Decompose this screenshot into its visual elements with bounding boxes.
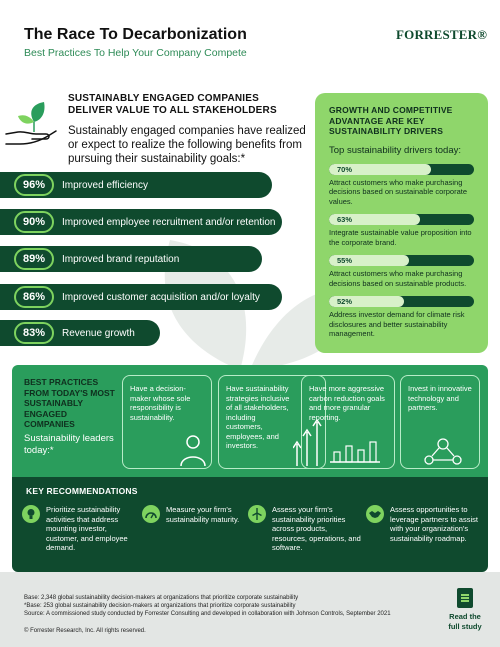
recommendation-text: Measure your firm's sustainability maturity. bbox=[166, 505, 240, 524]
drivers-heading-line3: SUSTAINABILITY DRIVERS bbox=[329, 126, 444, 136]
driver-percent: 70% bbox=[337, 164, 353, 174]
bar-chart-icon bbox=[330, 440, 380, 464]
drivers-heading bbox=[329, 105, 474, 137]
driver-text: Integrate sustainable value proposition into the corporate brand. bbox=[329, 228, 472, 247]
driver-percent: 63% bbox=[337, 215, 353, 224]
benefit-label: Improved brand reputation bbox=[62, 253, 180, 265]
gauge-icon bbox=[142, 505, 160, 523]
driver-text: Attract customers who make purchasing decisions based on sustainable corporate values. bbox=[329, 177, 468, 206]
read-label-line1: Read the bbox=[449, 612, 481, 621]
driver-item bbox=[329, 296, 474, 339]
benefit-percent: 96% bbox=[14, 174, 54, 196]
benefit-label: Improved employee recruitment and/or retention bbox=[62, 216, 276, 228]
benefit-bar bbox=[0, 320, 160, 346]
drivers-heading-line1: GROWTH AND COMPETITIVE bbox=[329, 105, 453, 115]
best-practice-text: Have sustainability strategies inclusive of all stakeholders, including customers, employees, and investors. bbox=[226, 384, 290, 450]
best-practice-text: Invest in innovative technology and partners. bbox=[408, 384, 472, 412]
recommendation-item bbox=[22, 505, 134, 567]
driver-text: Address investor demand for climate risk disclosures and better sustainability management. bbox=[329, 310, 465, 338]
recommendations-heading: KEY RECOMMENDATIONS bbox=[26, 486, 138, 496]
benefit-label: Improved efficiency bbox=[62, 179, 148, 191]
hand-with-leaves-icon bbox=[4, 98, 58, 148]
page-title: The Race To Decarbonization bbox=[24, 26, 247, 43]
recommendation-text: Assess your firm's sustainability priorities across products, resources, operations, and software. bbox=[272, 505, 361, 552]
left-intro: Sustainably engaged companies have realized or expect to realize the following benefits from pursuing their sustainability goals:* bbox=[68, 125, 306, 165]
driver-bar bbox=[329, 255, 474, 266]
best-practices-heading: BEST PRACTICES FROM TODAY'S MOST SUSTAINABLY ENGAGED COMPANIES bbox=[24, 377, 115, 429]
page-subtitle: Best Practices To Help Your Company Compete bbox=[24, 47, 247, 59]
footer-base-1: Base: 2,348 global sustainability decision-makers at organizations that prioritize corporate sustainability bbox=[24, 595, 299, 601]
driver-percent: 52% bbox=[337, 297, 353, 306]
read-full-study-link[interactable] bbox=[440, 588, 490, 631]
recommendation-text: Assess opportunities to leverage partners to assist with your organization's sustainability roadmap. bbox=[390, 505, 478, 543]
benefit-bar bbox=[0, 284, 282, 310]
footer-base-2: *Base: 253 global sustainability decision-makers at organizations that prioritize corporate sustainability bbox=[24, 603, 296, 609]
best-practice-text: Have a decision-maker whose sole responsibility is sustainability. bbox=[130, 384, 191, 422]
handshake-icon bbox=[366, 505, 384, 523]
wind-turbine-icon bbox=[248, 505, 266, 523]
driver-bar bbox=[329, 296, 474, 307]
driver-bar bbox=[329, 164, 474, 175]
read-label-line2: full study bbox=[448, 621, 482, 631]
driver-item bbox=[329, 255, 474, 288]
forrester-logo: FORRESTER® bbox=[396, 27, 488, 42]
benefit-bar bbox=[0, 246, 262, 272]
document-icon bbox=[457, 588, 473, 608]
benefit-label: Revenue growth bbox=[62, 327, 135, 339]
benefit-percent: 90% bbox=[14, 211, 54, 233]
benefit-bar bbox=[0, 172, 272, 198]
recommendations-section bbox=[12, 477, 488, 572]
driver-bar bbox=[329, 214, 474, 225]
benefit-bar bbox=[0, 209, 282, 235]
drivers-subheading: Top sustainability drivers today: bbox=[329, 144, 462, 156]
left-heading-line2: DELIVER VALUE TO ALL STAKEHOLDERS bbox=[68, 105, 277, 116]
benefit-percent: 86% bbox=[14, 286, 54, 308]
best-practice-card bbox=[400, 375, 480, 469]
benefit-label: Improved customer acquisition and/or loyalty bbox=[62, 291, 260, 303]
footer bbox=[0, 572, 500, 647]
recommendation-item bbox=[248, 505, 366, 567]
recommendation-item bbox=[366, 505, 482, 567]
recommendation-item bbox=[142, 505, 242, 567]
left-heading-line1: SUSTAINABLY ENGAGED COMPANIES bbox=[68, 93, 260, 104]
best-practices-section bbox=[12, 365, 488, 477]
best-practices-subheading: Sustainability leaders today:* bbox=[24, 433, 114, 456]
left-heading bbox=[68, 93, 277, 117]
drivers-heading-line2: ADVANTAGE ARE KEY bbox=[329, 115, 425, 126]
recommendation-text: Prioritize sustainability activities that address mounting investor, customer, and employee demand. bbox=[46, 505, 128, 552]
driver-item bbox=[329, 164, 474, 207]
lightbulb-icon bbox=[22, 505, 40, 523]
driver-text: Attract customers who make purchasing decisions based on sustainable products. bbox=[329, 269, 467, 288]
driver-percent: 55% bbox=[337, 256, 353, 265]
network-icon bbox=[423, 436, 463, 466]
footer-copyright: © Forrester Research, Inc. All rights reserved. bbox=[24, 628, 146, 634]
footer-notes bbox=[24, 594, 391, 618]
best-practice-card bbox=[301, 375, 395, 469]
benefit-percent: 83% bbox=[14, 322, 54, 344]
footer-source: Source: A commissioned study conducted by Forrester Consulting and developed in collaboration with Johnson Controls, September 2021 bbox=[24, 611, 391, 617]
benefit-percent: 89% bbox=[14, 248, 54, 270]
read-full-study-label bbox=[440, 612, 490, 631]
best-practice-text: Have more aggressive carbon reduction goals and more granular reporting. bbox=[309, 384, 385, 422]
driver-item bbox=[329, 214, 474, 247]
drivers-panel bbox=[315, 93, 488, 353]
person-icon bbox=[179, 434, 207, 466]
best-practice-card bbox=[122, 375, 212, 469]
